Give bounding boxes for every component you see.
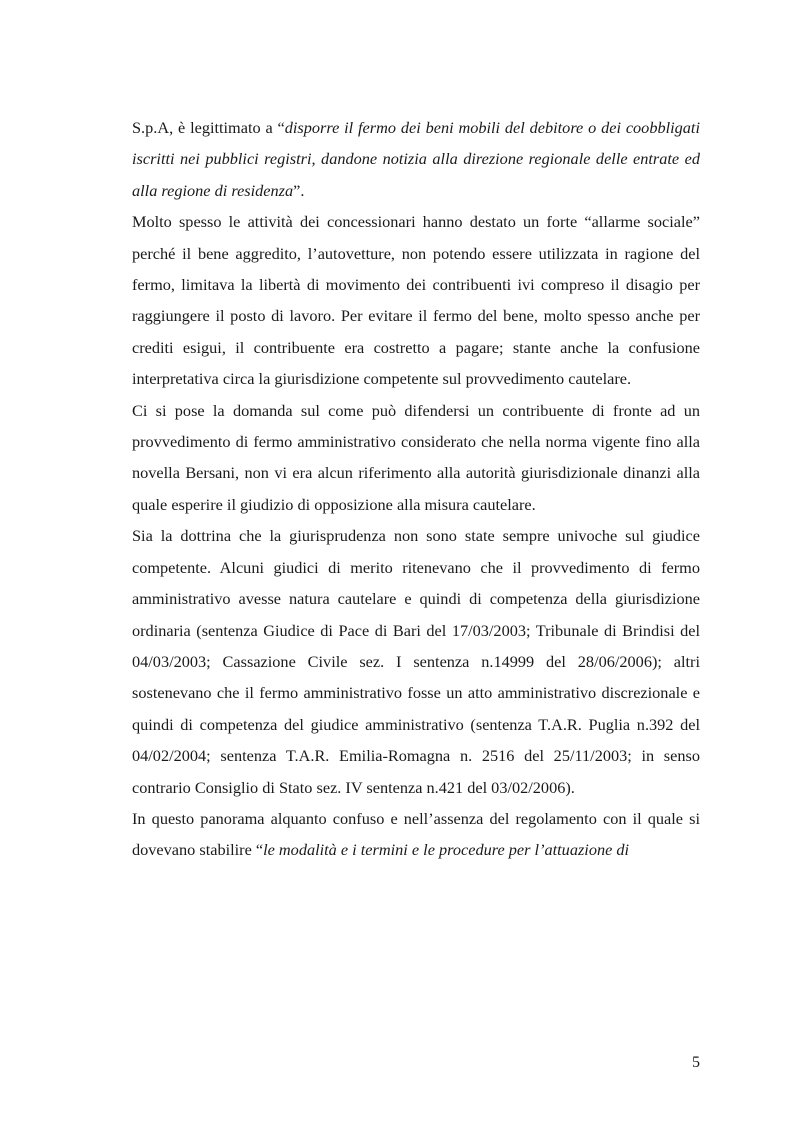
paragraph-4 [132,520,700,803]
paragraph-5-text: In questo panorama alquanto confuso e nell’assenza del regolamento con il quale si dovevano stabilire “ [132,808,700,860]
paragraph-1-quote: disporre il fermo dei beni mobili del debitore o dei coobbligati iscritti nei pubblici registri, dandone notizia alla direzione regionale delle entrate ed alla regione di residenza [132,118,700,200]
paragraph-5-quote: le modalità e i termini e le procedure per l’attuazione di [263,840,630,860]
paragraph-3-text: Ci si pose la domanda sul come può difendersi un contribuente di fronte ad un provvedimento di fermo amministrativo considerato che nella norma vigente fino alla novella Bersani, non vi era alcun riferimento alla autorità giurisdizionale dinanzi alla quale esperire il giudizio di opposizione alla misura cautelare. [132,400,700,514]
paragraph-1-text-end: ”. [293,180,305,200]
paragraph-3 [132,395,700,521]
paragraph-1-text: S.p.A, è legittimato a “ [132,118,285,137]
document-body [132,112,700,866]
paragraph-4-text: Sia la dottrina che la giurisprudenza non sono state sempre univoche sul giudice competente. Alcuni giudici di merito ritenevano che il provvedimento di fermo amministrativo avesse natura cautelare e quindi di competenza della giurisdizione ordinaria (sentenza Giudice di Pace di Bari del 17/03/2003; Tribunale di Brindisi del 04/03/2003; Cassazione Civile sez. I sentenza n.14999 del 28/06/2006); altri sostenevano che il fermo amministrativo fosse un atto amministrativo discrezionale e quindi di competenza del giudice amministrativo (sentenza T.A.R. Puglia n.392 del 04/02/2004; sentenza T.A.R. Emilia-Romagna n. 2516 del 25/11/2003; in senso contrario Consiglio di Stato sez. IV sentenza n.421 del 03/02/2006). [132,526,700,797]
paragraph-5 [132,803,700,866]
paragraph-2 [132,206,700,394]
page-number: 5 [692,1054,700,1071]
paragraph-2-text: Molto spesso le attività dei concessionari hanno destato un forte “allarme sociale” perché il bene aggredito, l’autovetture, non potendo essere utilizzata in ragione del fermo, limitava la libertà di movimento dei contribuenti ivi compreso il disagio per raggiungere il posto di lavoro. Per evitare il fermo del bene, molto spesso anche per crediti esigui, il contribuente era costretto a pagare; stante anche la confusione interpretativa circa la giurisdizione competente sul provvedimento cautelare. [132,212,700,389]
paragraph-1 [132,112,700,206]
